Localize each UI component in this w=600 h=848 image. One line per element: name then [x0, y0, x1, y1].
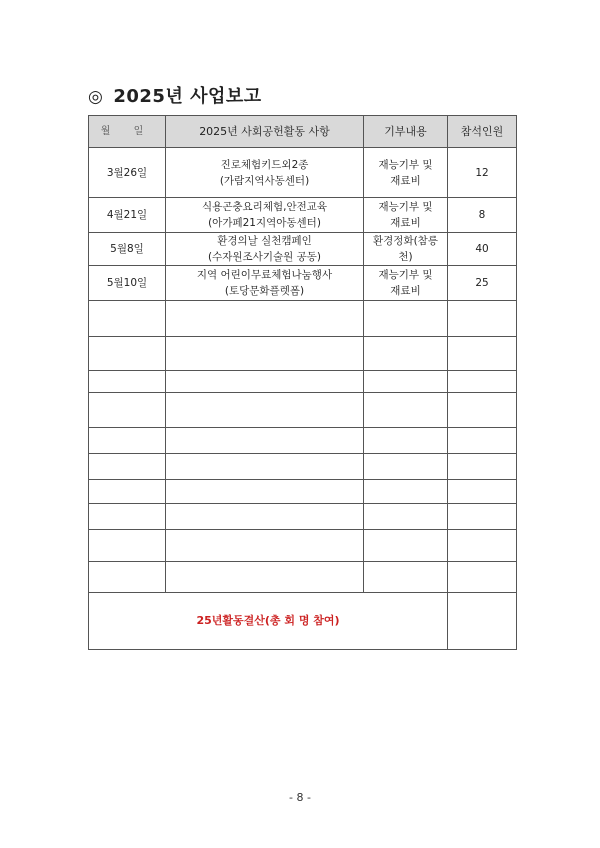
page-number: - 8 - [289, 791, 311, 804]
cell-date: 3월26일 [89, 148, 166, 198]
cell-donation [364, 233, 448, 266]
cell-attendees: 8 [448, 198, 517, 233]
empty-table-row [89, 301, 517, 337]
donation-line: 재료비 [390, 174, 421, 187]
donation-line: 천) [398, 251, 413, 263]
donation-line: 재료비 [390, 217, 421, 229]
double-circle-icon: ◎ [88, 87, 104, 107]
table-row [89, 198, 517, 233]
empty-table-row [89, 480, 517, 504]
cell-donation [364, 148, 448, 198]
cell-activity [166, 233, 364, 266]
header-activity: 2025년 사회공헌활동 사항 [166, 116, 364, 148]
cell-activity [166, 266, 364, 301]
header-attendees: 참석인원 [448, 116, 517, 148]
cell-donation [364, 266, 448, 301]
activity-report-table [88, 115, 517, 650]
activity-line: (토당문화플렛폼) [224, 285, 305, 297]
activity-line: 식용곤충요리체험,안전교육 [201, 201, 328, 213]
empty-table-row [89, 393, 517, 428]
activity-summary: 25년활동결산(총 회 명 참여) [196, 614, 340, 627]
page-title [88, 82, 262, 108]
summary-row [89, 593, 517, 650]
empty-table-row [89, 504, 517, 530]
cell-attendees: 40 [448, 233, 517, 266]
cell-attendees: 25 [448, 266, 517, 301]
table-row [89, 233, 517, 266]
donation-line: 재능기부 및 [378, 158, 433, 171]
activity-line: 진로체험키드외2종 [220, 158, 309, 171]
header-donation: 기부내용 [364, 116, 448, 148]
cell-donation [364, 198, 448, 233]
donation-line: 재능기부 및 [378, 201, 433, 213]
table-row [89, 266, 517, 301]
activity-line: 지역 어린이무료체험나눔행사 [196, 269, 333, 281]
header-date: 월 일 [89, 116, 166, 148]
empty-table-row [89, 337, 517, 371]
activity-line: (가람지역사동센터) [219, 174, 310, 187]
cell-activity [166, 198, 364, 233]
empty-table-row [89, 371, 517, 393]
summary-cell [89, 593, 448, 650]
empty-table-row [89, 530, 517, 562]
activity-line: (아가페21지역아동센터) [208, 217, 321, 229]
cell-attendees: 12 [448, 148, 517, 198]
table-row [89, 148, 517, 198]
empty-table-row [89, 454, 517, 480]
donation-line: 재능기부 및 [378, 269, 433, 281]
empty-table-row [89, 562, 517, 593]
cell-activity [166, 148, 364, 198]
donation-line: 환경정화(참릉 [373, 235, 438, 247]
cell-date: 5월8일 [89, 233, 166, 266]
empty-table-row [89, 428, 517, 454]
activity-line: 환경의날 실천캠페인 [217, 235, 312, 247]
donation-line: 재료비 [390, 285, 421, 297]
page-title-text: 2025년 사업보고 [113, 86, 262, 107]
summary-attendees-cell [448, 593, 517, 650]
activity-line: (수자원조사기술원 공동) [208, 251, 321, 263]
table-header-row [89, 116, 517, 148]
cell-date: 5월10일 [89, 266, 166, 301]
cell-date: 4월21일 [89, 198, 166, 233]
